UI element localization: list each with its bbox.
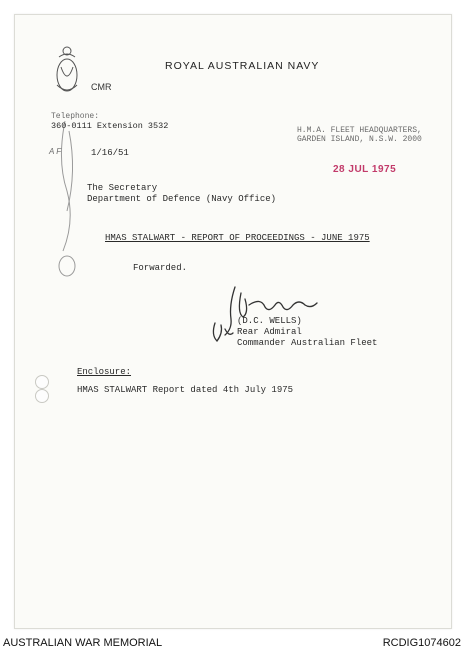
footer-record-id: RCDIG1074602 [382,637,461,649]
crest-caption: CMR [91,82,112,92]
address-line-2: GARDEN ISLAND, N.S.W. 2000 [297,135,422,144]
recipient-line-1: The Secretary [87,183,158,193]
telephone-label: Telephone: [51,112,100,121]
body-text: Forwarded. [133,263,188,273]
signatory-name: (D.C. WELLS) [237,316,302,326]
punch-hole-bottom [35,389,49,403]
address-line-1: H.M.A. FLEET HEADQUARTERS, [297,126,422,135]
punch-hole-top [35,375,49,389]
enclosure-item: HMAS STALWART Report dated 4th July 1975 [77,385,294,395]
letterhead-title: ROYAL AUSTRALIAN NAVY [165,60,320,72]
telephone-value: 360-0111 Extension 3532 [51,121,169,131]
archive-footer [0,633,465,653]
subject-line: HMAS STALWART - REPORT OF PROCEEDINGS - JUNE 1975 [105,233,370,243]
navy-crest-icon [45,41,89,295]
footer-source: AUSTRALIAN WAR MEMORIAL [3,637,163,649]
signatory-rank: Rear Admiral [237,327,302,337]
signatory-position: Commander Australian Fleet [237,338,378,348]
file-reference: 1/16/51 [91,148,129,158]
document-page [14,14,452,629]
recipient-line-2: Department of Defence (Navy Office) [87,194,277,204]
enclosure-label: Enclosure: [77,367,132,377]
date-stamp: 28 JUL 1975 [333,164,397,175]
file-prefix: A F [49,147,62,156]
